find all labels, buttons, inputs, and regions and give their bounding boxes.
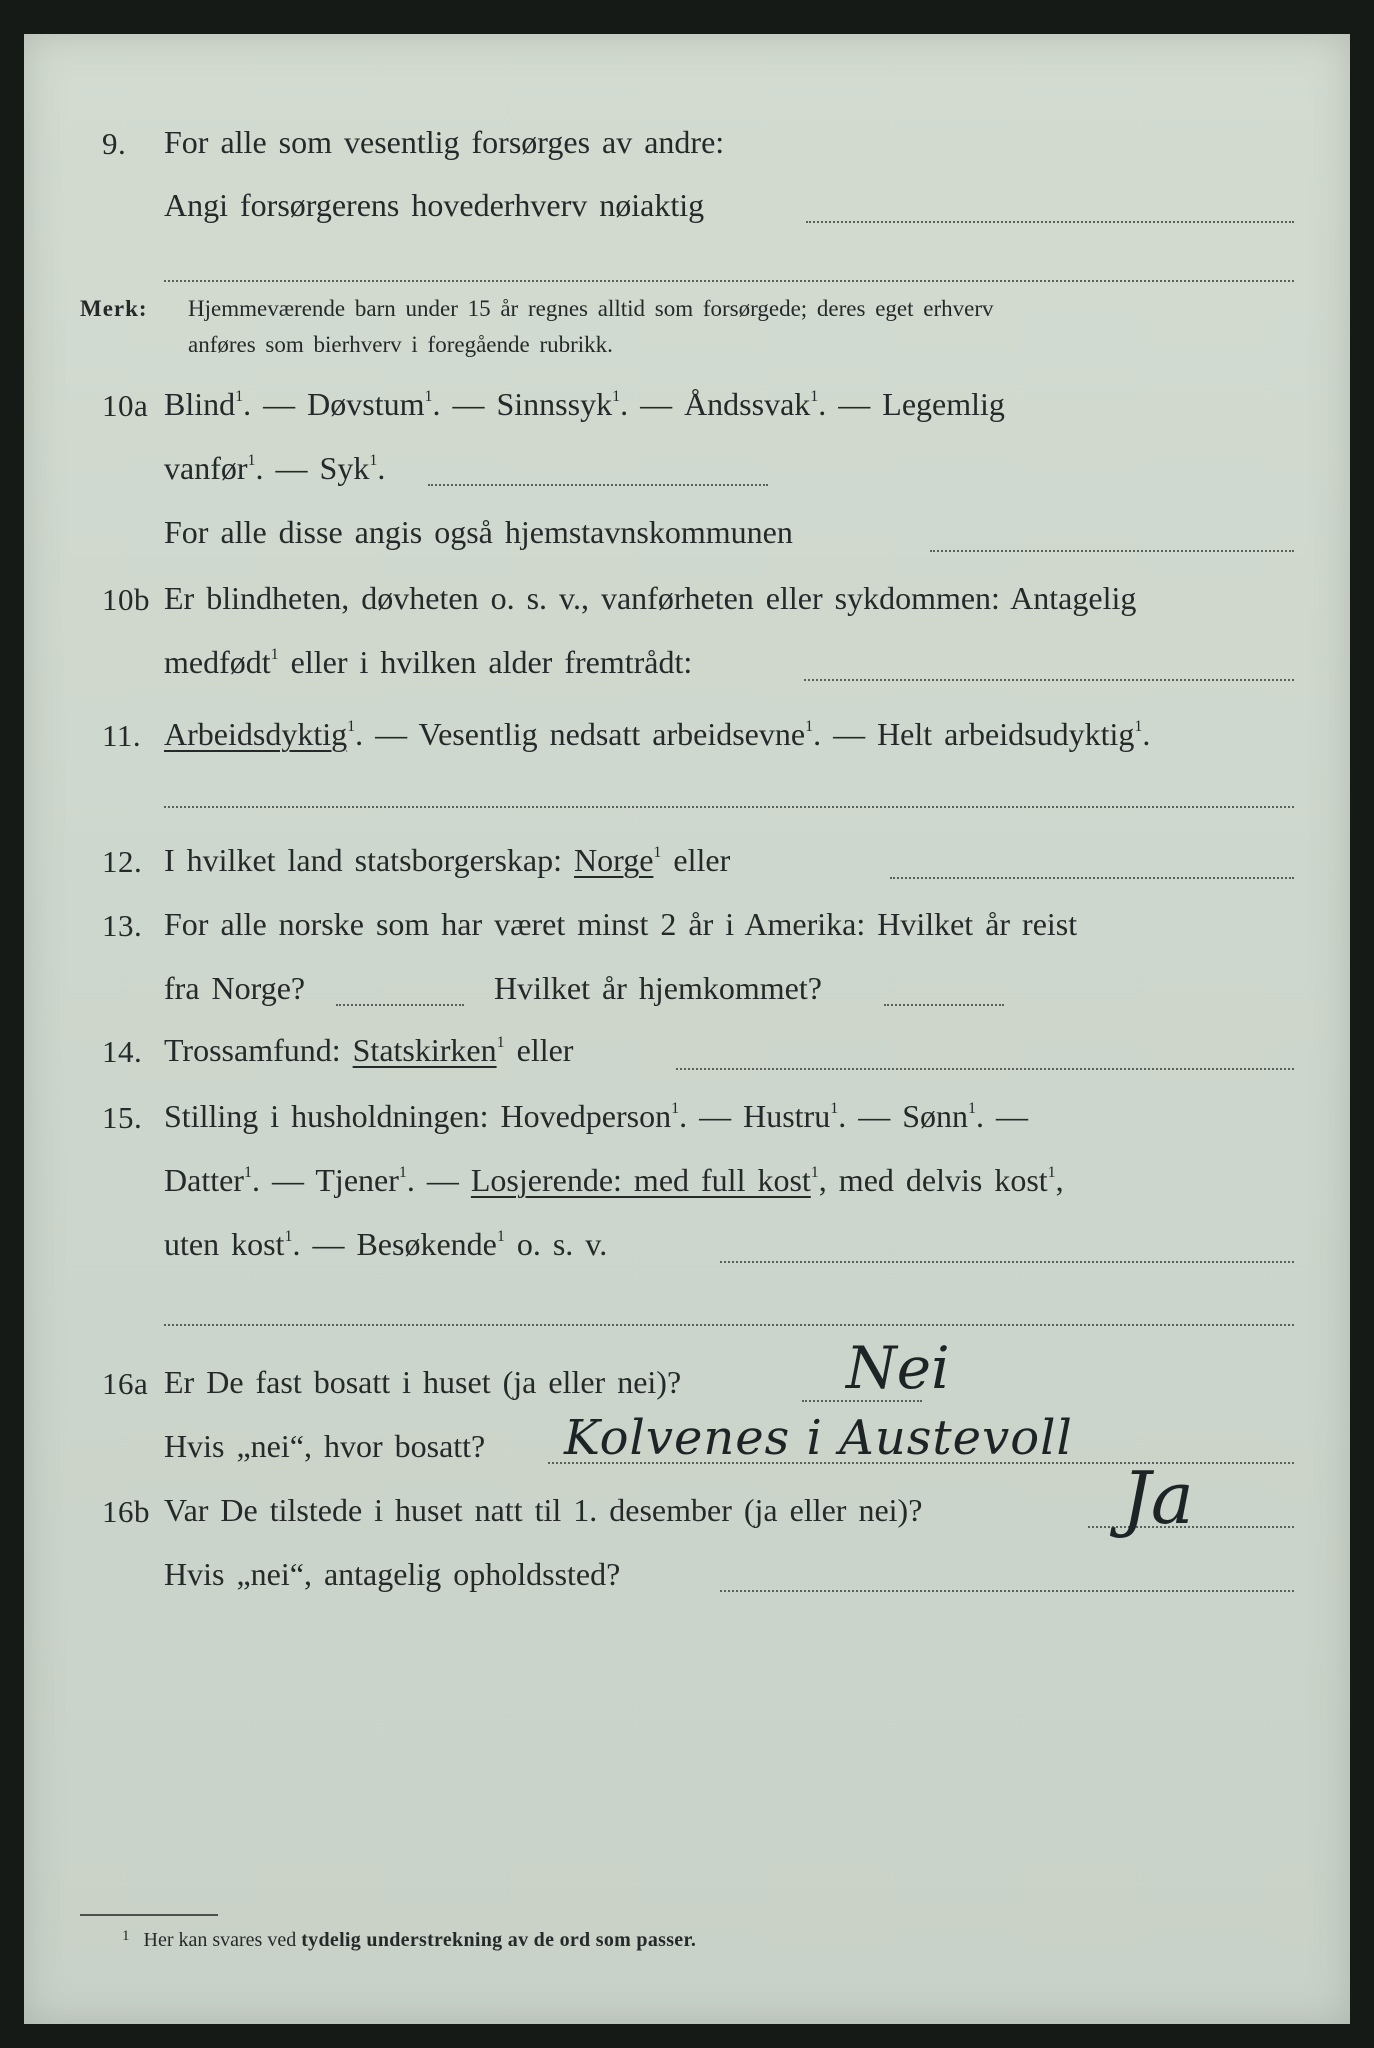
q10a-syk-line[interactable]: [428, 484, 768, 486]
merk-label: Merk:: [80, 296, 148, 321]
q11-number: 11.: [102, 718, 142, 753]
q15-selected-option: Losjerende: med full kost: [470, 1162, 811, 1198]
q16b-number: 16b: [102, 1494, 150, 1529]
q15-line2: Datter$^1$. — Tjener$^1$. — Losjerende: med full kost$^1$, med delvis kost$^1$,: [164, 1162, 1064, 1198]
q9-line2: Angi forsørgerens hovederhverv nøiaktig: [164, 187, 705, 223]
footnote: $^1$ Her kan svares ved tydelig understrekning av de ord som passer.: [122, 1928, 697, 1951]
q10a-number: 10a: [102, 388, 149, 423]
q10a-line3: For alle disse angis også hjemstavnskommunen: [164, 514, 793, 550]
q12-number: 12.: [102, 844, 143, 879]
q16a-number: 16a: [102, 1366, 149, 1401]
q10a-line2: vanfør$^1$. — Syk$^1$.: [164, 450, 386, 486]
q13-line2a: fra Norge?: [164, 970, 306, 1006]
q15-number: 15.: [102, 1100, 143, 1135]
q13-line2b: Hvilket år hjemkommet?: [494, 970, 822, 1006]
q12-answer-line[interactable]: [890, 877, 1294, 879]
q14-line: Trossamfund: Statskirken$^1$ eller: [164, 1032, 574, 1068]
q9-answer-line[interactable]: [806, 221, 1294, 223]
q16a-line1: Er De fast bosatt i huset (ja eller nei)?: [164, 1364, 682, 1400]
q10b-line1: Er blindheten, døvheten o. s. v., vanførheten eller sykdommen: Antagelig: [164, 580, 1137, 616]
q15-answer-line-2[interactable]: [164, 1324, 1294, 1326]
q16a-answer1-handwriting: Nei: [846, 1334, 950, 1402]
q10b-line2: medfødt$^1$ eller i hvilken alder fremtrådt:: [164, 644, 693, 680]
q13-hjem-line[interactable]: [884, 1004, 1004, 1006]
q9-line1: For alle som vesentlig forsørges av andre:: [164, 124, 725, 160]
q13-line1: For alle norske som har været minst 2 år i Amerika: Hvilket år reist: [164, 906, 1078, 942]
q10a-line1: Blind$^1$. — Døvstum$^1$. — Sinnssyk$^1$. — Åndssvak$^1$. — Legemlig: [164, 386, 1005, 422]
q11-selected-option: Arbeidsdyktig: [164, 716, 348, 752]
q14-number: 14.: [102, 1034, 143, 1069]
q13-number: 13.: [102, 908, 143, 943]
q16a-line2: Hvis „nei“, hvor bosatt?: [164, 1428, 486, 1464]
q14-selected-option: Statskirken: [352, 1032, 497, 1068]
q16b-line1: Var De tilstede i huset natt til 1. desember (ja eller nei)?: [164, 1492, 923, 1528]
q9-number: 9.: [102, 126, 127, 161]
census-form-page: [24, 34, 1350, 2024]
footnote-rule: [80, 1914, 218, 1916]
q12-line: I hvilket land statsborgerskap: Norge$^1$ eller: [164, 842, 731, 878]
q16b-answer2-line[interactable]: [720, 1590, 1294, 1592]
q12-selected-option: Norge: [574, 842, 654, 878]
q10b-number: 10b: [102, 582, 150, 617]
q15-line3: uten kost$^1$. — Besøkende$^1$ o. s. v.: [164, 1226, 608, 1262]
q11-answer-line[interactable]: [164, 806, 1294, 808]
q16a-answer2-handwriting: Kolvenes i Austevoll: [564, 1410, 1073, 1466]
q13-reist-line[interactable]: [336, 1004, 464, 1006]
q15-line1: Stilling i husholdningen: Hovedperson$^1$. — Hustru$^1$. — Sønn$^1$. —: [164, 1098, 1028, 1134]
merk-line1: Hjemmeværende barn under 15 år regnes alltid som forsørgede; deres eget erhverv: [188, 296, 994, 321]
q16b-answer1-handwriting: Ja: [1122, 1456, 1194, 1540]
q14-answer-line[interactable]: [676, 1068, 1294, 1070]
q10b-answer-line[interactable]: [804, 679, 1294, 681]
q16b-line2: Hvis „nei“, antagelig opholdssted?: [164, 1556, 621, 1592]
merk-line2: anføres som bierhverv i foregående rubrikk.: [188, 332, 613, 357]
q11-line: Arbeidsdyktig$^1$. — Vesentlig nedsatt arbeidsevne$^1$. — Helt arbeidsudyktig$^1$.: [164, 716, 1151, 752]
q15-answer-line[interactable]: [720, 1261, 1294, 1263]
q9-answer-line-2[interactable]: [164, 280, 1294, 282]
q10a-kommune-line[interactable]: [930, 550, 1294, 552]
